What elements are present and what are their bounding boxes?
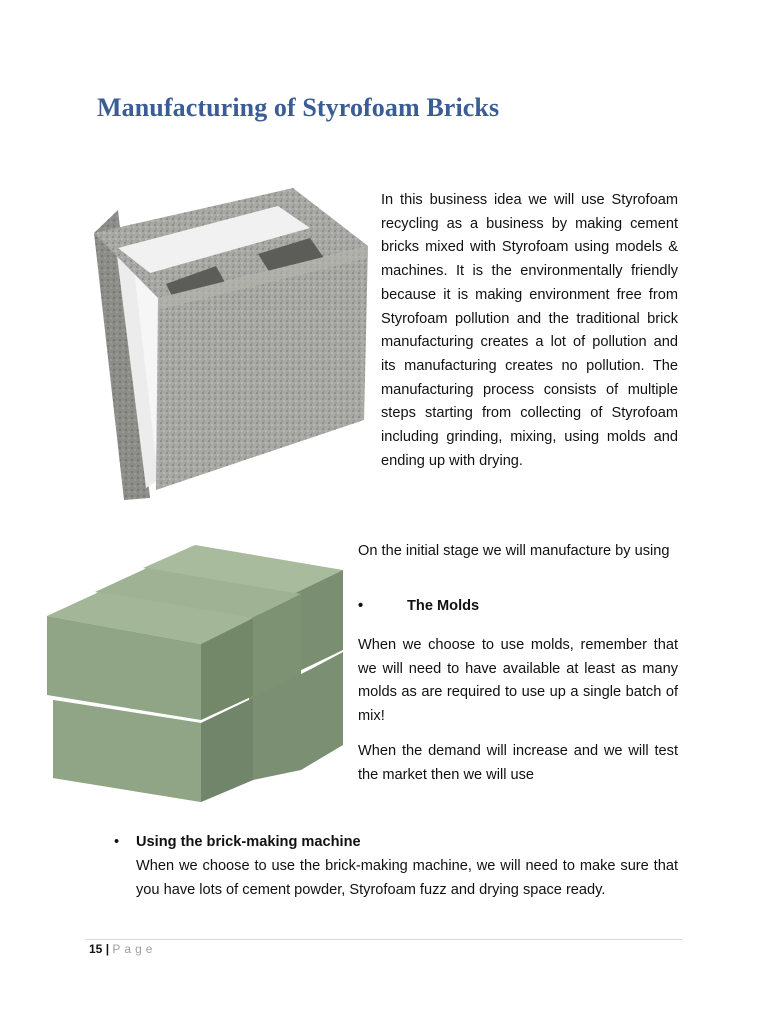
initial-stage-paragraph: On the initial stage we will manufacture by using — [358, 543, 670, 559]
machine-heading-label: Using the brick-making machine — [136, 834, 361, 850]
page-number: 15 — [89, 942, 103, 956]
machine-paragraph: When we choose to use the brick-making machine, we will need to make sure that you have lots of cement powder, Styrofoam fuzz and drying space ready. — [136, 858, 678, 898]
footer-separator: | — [102, 942, 113, 956]
green-foam-blocks-image — [43, 540, 343, 802]
page-footer — [89, 942, 156, 956]
molds-heading-label: The Molds — [407, 598, 480, 614]
molds-paragraph: When we choose to use molds, remember that we will need to have available at least as many molds as are required to use up a single batch of mix! — [358, 637, 678, 725]
footer-divider — [85, 939, 682, 940]
bullet-icon: • — [358, 598, 364, 614]
intro-paragraph: In this business idea we will use Styrofoam recycling as a business by making cement bricks mixed with Styrofoam using models & machines. It is the environmentally friendly because it is making environment free from Styrofoam pollution and the traditional brick manufacturing creates a lot of pollution and its manufacturing creates no pollution. The manufacturing process consists of multiple steps starting from collecting of Styrofoam including grinding, mixing, using molds and ending up with drying. — [381, 192, 678, 469]
page-label: Page — [112, 942, 157, 956]
molds-heading — [358, 598, 678, 622]
page-title: Manufacturing of Styrofoam Bricks — [97, 93, 500, 122]
demand-paragraph: When the demand will increase and we will test the market then we will use — [358, 743, 678, 783]
insulated-concrete-block-image — [88, 188, 373, 500]
bullet-icon: • — [114, 834, 120, 850]
